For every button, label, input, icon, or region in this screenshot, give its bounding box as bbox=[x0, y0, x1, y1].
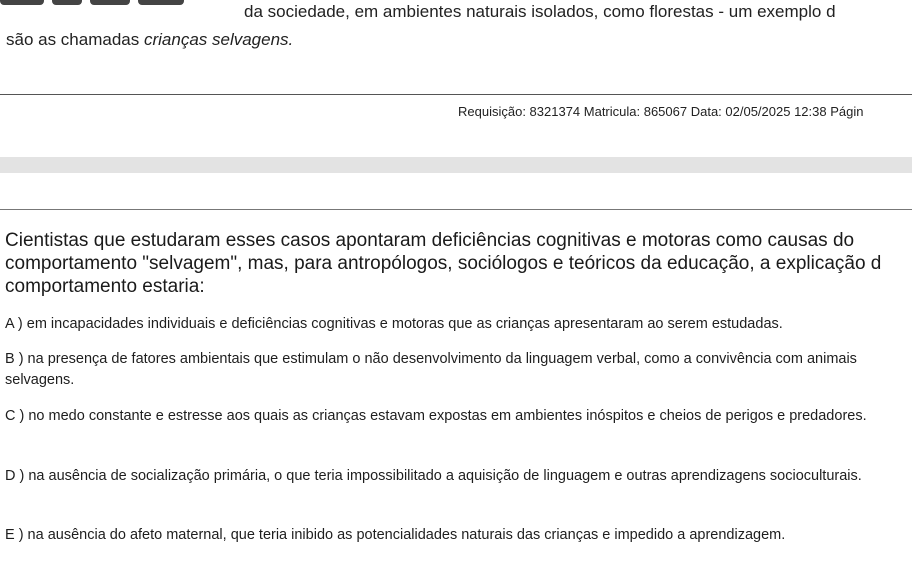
cropped-text-fragment bbox=[0, 0, 200, 9]
answer-option-b[interactable]: B ) na presença de fatores ambientais que estimulam o não desenvolvimento da linguagem verbal, como a convivência com animais selvagens. bbox=[5, 351, 857, 388]
intro-text-emphasis: crianças selvagens. bbox=[143, 30, 294, 49]
request-info: Requisição: 8321374 Matricula: 865067 Data: 02/05/2025 12:38 Págin bbox=[458, 104, 864, 119]
intro-text-line: da sociedade, em ambientes naturais isolados, como florestas - um exemplo d bbox=[244, 2, 836, 21]
intro-text-line bbox=[6, 30, 293, 50]
answer-option-a[interactable]: A ) em incapacidades individuais e deficiências cognitivas e motoras que as crianças apresentaram ao serem estudadas. bbox=[5, 316, 783, 332]
question-stem: Cientistas que estudaram esses casos apontaram deficiências cognitivas e motoras como causas do comportamento "selvagem", mas, para antropólogos, sociólogos e teóricos da educação, a explicação d comportamento estaria: bbox=[5, 230, 882, 297]
answer-option-e[interactable]: E ) na ausência do afeto maternal, que teria inibido as potencialidades naturais das crianças e impedido a aprendizagem. bbox=[5, 527, 786, 543]
divider bbox=[0, 209, 912, 210]
answer-option-c[interactable]: C ) no medo constante e estresse aos quais as crianças estavam expostas em ambientes inóspitos e cheios de perigos e predadores. bbox=[5, 408, 867, 424]
answer-option-d[interactable]: D ) na ausência de socialização primária, o que teria impossibilitado a aquisição de linguagem e outras aprendizagens socioculturais. bbox=[5, 468, 862, 484]
page-separator bbox=[0, 157, 912, 173]
intro-text-prefix: são as chamadas bbox=[6, 30, 144, 49]
divider bbox=[0, 94, 912, 95]
